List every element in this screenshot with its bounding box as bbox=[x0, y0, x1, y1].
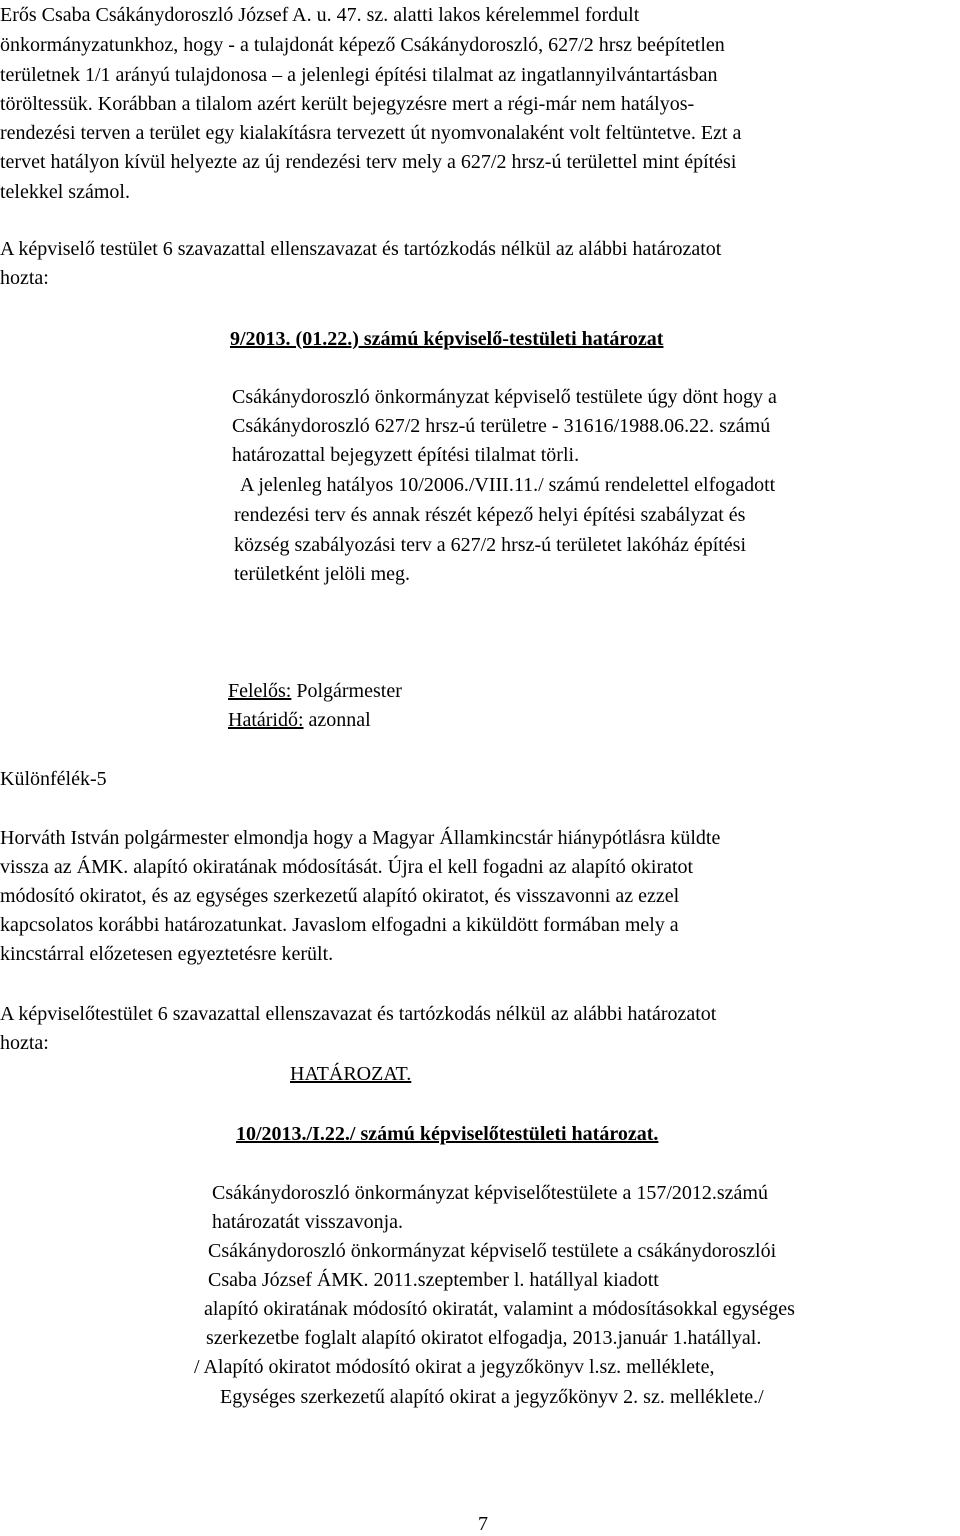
resolution-text-line: / Alapító okiratot módosító okirat a jegyzőkönyv l.sz. melléklete, bbox=[194, 1356, 715, 1378]
resolution-text-line: Csákánydoroszló önkormányzat képviselő testülete a csákánydoroszlói bbox=[208, 1240, 777, 1262]
resolution-text-line: határozattal bejegyzett építési tilalmat törli. bbox=[232, 444, 580, 466]
resolution-text-line: rendezési terv és annak részét képező helyi építési szabályzat és bbox=[234, 504, 746, 526]
resolution-text-line: Csaba József ÁMK. 2011.szeptember l. hatállyal kiadott bbox=[208, 1269, 659, 1291]
body-text-line: rendezési terven a terület egy kialakításra tervezett út nyomvonalaként volt feltüntetve. Ezt a bbox=[0, 122, 742, 144]
resolution-text-line: alapító okiratának módosító okiratát, valamint a módosításokkal egységes bbox=[204, 1298, 795, 1320]
vote-text-line: A képviselőtestület 6 szavazattal ellenszavazat és tartózkodás nélkül az alábbi határozatot bbox=[0, 1003, 717, 1025]
deadline-line bbox=[228, 708, 371, 732]
resolution-text-line: szerkezetbe foglalt alapító okiratot elfogadja, 2013.január 1.hatállyal. bbox=[206, 1327, 762, 1349]
resolution-title: 10/2013./I.22./ számú képviselőtestületi határozat. bbox=[236, 1123, 659, 1145]
resolution-title: 9/2013. (01.22.) számú képviselő-testületi határozat bbox=[230, 328, 664, 350]
body-text-line: kapcsolatos korábbi határozatunkat. Javaslom elfogadni a kiküldött formában mely a bbox=[0, 914, 679, 936]
body-text-line: tervet hatályon kívül helyezte az új rendezési terv mely a 627/2 hrsz-ú területtel mint építési bbox=[0, 151, 737, 173]
body-text-line: töröltessük. Korábban a tilalom azért került bejegyzésre mert a régi-már nem hatályos- bbox=[0, 93, 695, 115]
resolution-text-line: területként jelöli meg. bbox=[234, 563, 411, 585]
resolution-text-line: Csákánydoroszló 627/2 hrsz-ú területre - 31616/1988.06.22. számú bbox=[232, 415, 771, 437]
vote-text-line: hozta: bbox=[0, 267, 49, 289]
resolution-heading: HATÁROZAT. bbox=[290, 1063, 412, 1085]
body-text-line: önkormányzatunkhoz, hogy - a tulajdonát képező Csákánydoroszló, 627/2 hrsz beépítetlen bbox=[0, 34, 725, 56]
responsible-label: Felelős: bbox=[228, 680, 292, 702]
responsible-value: Polgármester bbox=[296, 680, 402, 702]
section-heading: Különfélék-5 bbox=[0, 768, 107, 790]
body-text-line: vissza az ÁMK. alapító okiratának módosítását. Újra el kell fogadni az alapító okiratot bbox=[0, 856, 694, 878]
body-text-line: telekkel számol. bbox=[0, 181, 130, 203]
resolution-text-line: határozatát visszavonja. bbox=[212, 1211, 404, 1233]
vote-text-line: hozta: bbox=[0, 1032, 49, 1054]
page-number: 7 bbox=[478, 1513, 488, 1535]
resolution-text-line: Csákánydoroszló önkormányzat képviselő testülete úgy dönt hogy a bbox=[232, 386, 777, 408]
body-text-line: Erős Csaba Csákánydoroszló József A. u. 47. sz. alatti lakos kérelemmel fordult bbox=[0, 4, 640, 26]
body-text-line: területnek 1/1 arányú tulajdonosa – a jelenlegi építési tilalmat az ingatlannyilvántartásban bbox=[0, 64, 718, 86]
resolution-text-line: Csákánydoroszló önkormányzat képviselőtestülete a 157/2012.számú bbox=[212, 1182, 768, 1204]
body-text-line: Horváth István polgármester elmondja hogy a Magyar Államkincstár hiánypótlásra küldte bbox=[0, 827, 721, 849]
resolution-text-line: A jelenleg hatályos 10/2006./VIII.11./ számú rendelettel elfogadott bbox=[240, 474, 776, 496]
deadline-label: Határidő: bbox=[228, 709, 304, 731]
vote-text-line: A képviselő testület 6 szavazattal ellenszavazat és tartózkodás nélkül az alábbi határozatot bbox=[0, 238, 722, 260]
body-text-line: módosító okiratot, és az egységes szerkezetű alapító okiratot, és visszavonni az ezzel bbox=[0, 885, 680, 907]
responsible-line bbox=[228, 679, 402, 703]
resolution-text-line: Egységes szerkezetű alapító okirat a jegyzőkönyv 2. sz. melléklete./ bbox=[220, 1386, 764, 1408]
resolution-text-line: község szabályozási terv a 627/2 hrsz-ú területet lakóház építési bbox=[234, 534, 747, 556]
body-text-line: kincstárral előzetesen egyeztetésre került. bbox=[0, 943, 334, 965]
deadline-value: azonnal bbox=[308, 709, 371, 731]
